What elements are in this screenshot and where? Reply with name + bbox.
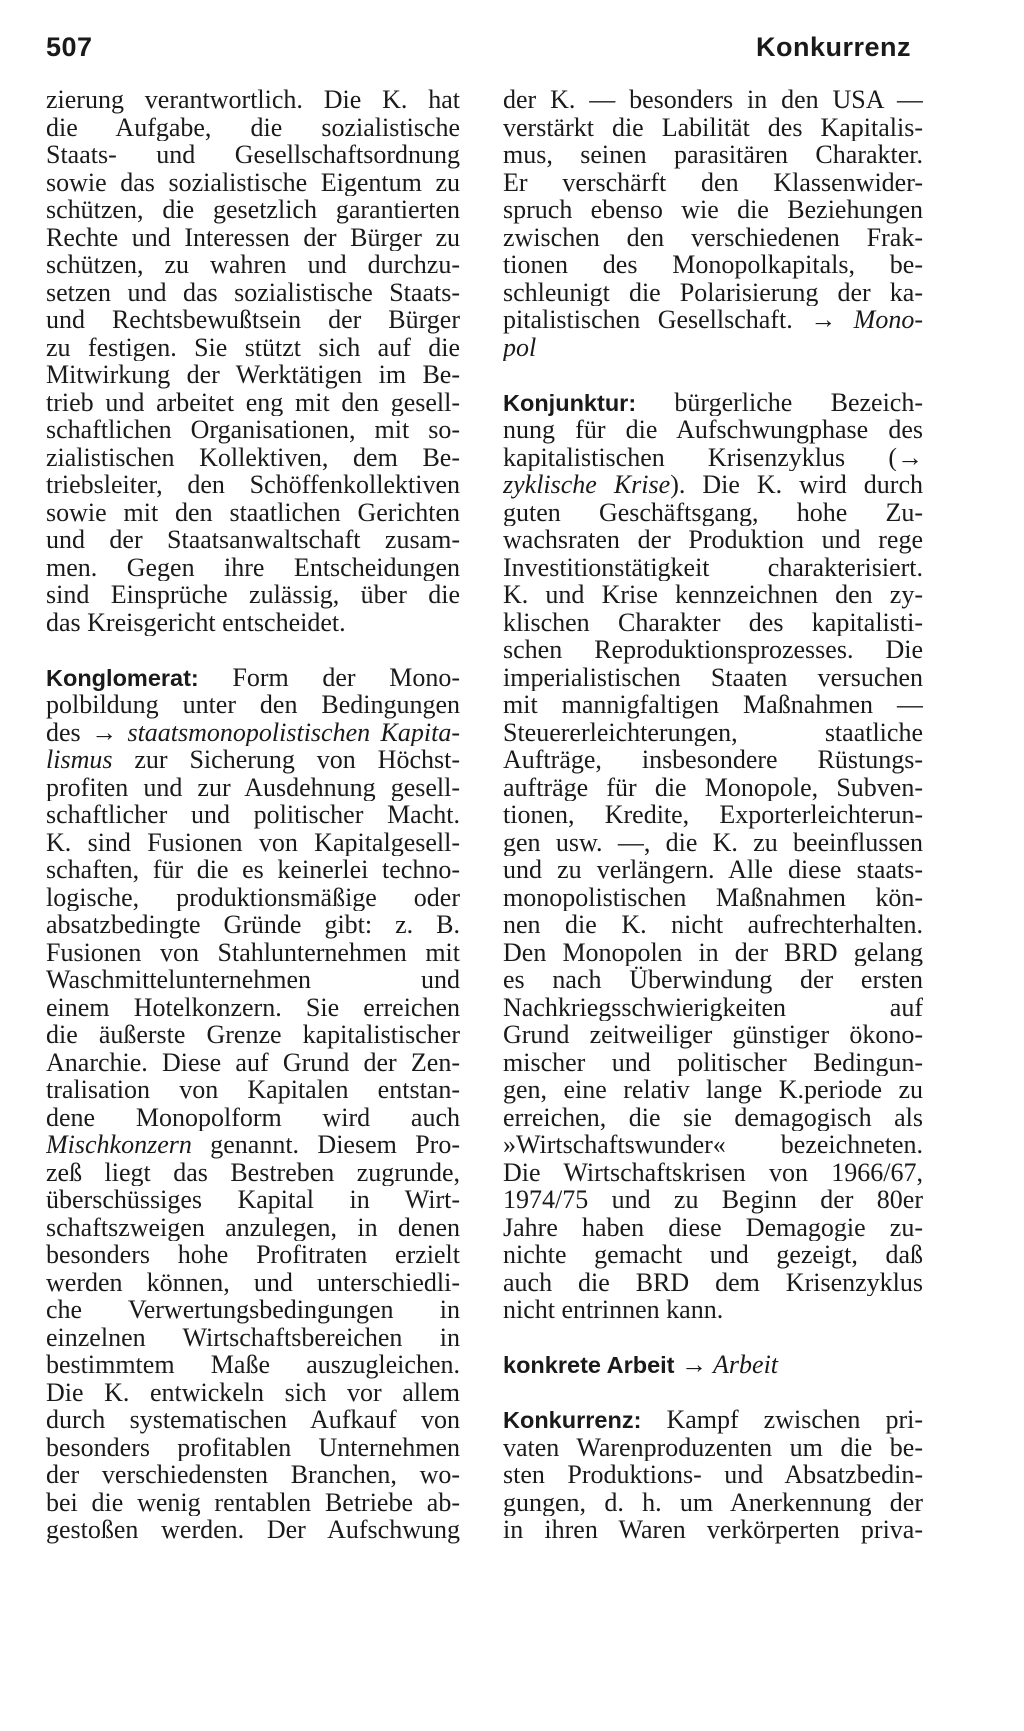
line-text: das Kreisgericht entscheidet. (46, 608, 346, 636)
line-text: trieb und arbeitet eng mit den gesell- (46, 388, 460, 416)
text-line (46, 1269, 460, 1297)
text-line (503, 86, 923, 114)
line-text: und zu verlängern. Alle diese staats- (503, 856, 923, 884)
line-text: absatzbedingte Gründe gibt: z. B. (46, 911, 460, 939)
text-line (503, 1021, 923, 1049)
text-line (46, 1021, 460, 1049)
text-line (503, 1489, 923, 1517)
text-line (46, 1351, 460, 1379)
line-text: zu festigen. Sie stützt sich auf die (46, 333, 460, 361)
text-line (46, 251, 460, 279)
line-text: des (46, 718, 92, 746)
text-line (46, 196, 460, 224)
line-text: polbildung unter den Bedingungen (46, 691, 460, 719)
line-text: der verschiedensten Branchen, wo- (46, 1461, 460, 1489)
text-line (46, 856, 460, 884)
text-line (46, 141, 460, 169)
line-text: Staats- und Gesellschaftsordnung (46, 141, 460, 169)
line-text: Aufträge, insbesondere Rüstungs- (503, 746, 923, 774)
line-text: Er verschärft den Klassenwider- (503, 168, 923, 196)
text-line (46, 169, 460, 197)
line-text: und der Staatsanwaltschaft zusam- (46, 526, 460, 554)
entry-heading-line (503, 1406, 923, 1434)
text-line (46, 1406, 460, 1434)
text-line (503, 1461, 923, 1489)
line-text: die äußerste Grenze kapitalistischer (46, 1021, 460, 1049)
line-text: logische, produktionsmäßige oder (46, 883, 460, 911)
text-line (503, 609, 923, 637)
text-line (503, 334, 923, 362)
text-line (503, 196, 923, 224)
text-line (503, 141, 923, 169)
text-line (46, 1049, 460, 1077)
text-line (46, 581, 460, 609)
page-number: 507 (46, 32, 93, 62)
line-text: Den Monopolen in der BRD gelang (503, 938, 923, 966)
text-line (46, 526, 460, 554)
line-text: Die K. entwickeln sich vor allem (46, 1378, 460, 1406)
text-line (46, 884, 460, 912)
line-text: schützen, die gesetzlich garantierten (46, 196, 460, 224)
text-line (46, 609, 460, 637)
line-text: profiten und zur Ausdehnung gesell- (46, 773, 460, 801)
text-line (46, 939, 460, 967)
line-text: ). Die K. wird durch (670, 471, 923, 499)
line-text: schaftszweigen anzulegen, in denen (46, 1213, 460, 1241)
text-line (503, 746, 923, 774)
text-line (46, 389, 460, 417)
text-line (46, 1214, 460, 1242)
line-text: schleunigt die Polarisierung der ka- (503, 278, 923, 306)
text-line (46, 499, 460, 527)
line-text: aufträge für die Monopole, Subven- (503, 773, 923, 801)
italic-text: lismus (46, 746, 113, 774)
line-text: imperialistischen Staaten versuchen (503, 663, 923, 691)
text-line (46, 224, 460, 252)
text-line (46, 554, 460, 582)
running-title: Konkurrenz (756, 32, 912, 62)
text-line (46, 416, 460, 444)
line-text: zierung verantwortlich. Die K. hat (46, 86, 460, 114)
text-line (46, 1186, 460, 1214)
text-line (46, 1461, 460, 1489)
text-line (503, 554, 923, 582)
line-text: gen usw. —, die K. zu beeinflussen (503, 828, 923, 856)
text-line (503, 251, 923, 279)
text-line (46, 1324, 460, 1352)
text-line (503, 1076, 923, 1104)
line-text: bei die wenig rentablen Betriebe ab- (46, 1488, 460, 1516)
line-text: gestoßen werden. Der Aufschwung (46, 1516, 460, 1544)
text-line (503, 829, 923, 857)
text-line (503, 471, 923, 499)
line-text: auch die BRD dem Krisenzyklus (503, 1268, 923, 1296)
text-line (503, 1296, 923, 1324)
line-text: triebsleiter, den Schöffenkollektiven (46, 471, 460, 499)
line-text: tionen, Kredite, Exporterleichterun- (503, 801, 923, 829)
line-text: schen Reproduktionsprozesses. Die (503, 636, 923, 664)
line-text: sten Produktions- und Absatzbedin- (503, 1461, 923, 1489)
text-line (46, 1159, 460, 1187)
text-line (503, 526, 923, 554)
line-text: bestimmtem Maße auszugleichen. (46, 1351, 460, 1379)
line-text: mit mannigfaltigen Maßnahmen — (503, 691, 923, 719)
text-line (46, 801, 460, 829)
text-line (503, 939, 923, 967)
line-text: und Rechtsbewußtsein der Bürger (46, 306, 460, 334)
text-line (503, 1241, 923, 1269)
entry-term: Konglomerat: (46, 664, 199, 691)
line-text: zur Sicherung von Höchst- (112, 746, 460, 774)
text-line (46, 1379, 460, 1407)
text-line (46, 774, 460, 802)
text-line (503, 884, 923, 912)
text-line (46, 719, 460, 747)
text-line (503, 1159, 923, 1187)
text-line (503, 911, 923, 939)
paragraph-gap (503, 1379, 923, 1407)
line-text: tralisation von Kapitalen entstan- (46, 1076, 460, 1104)
text-line (46, 911, 460, 939)
line-text: pitalistischen Gesellschaft. (503, 306, 811, 334)
line-text: in ihren Waren verkörperten priva- (503, 1516, 923, 1544)
line-text: nichte gemacht und gezeigt, daß (503, 1241, 923, 1269)
text-line (503, 1104, 923, 1132)
text-line (503, 416, 923, 444)
text-line (503, 719, 923, 747)
line-text: es nach Überwindung der ersten (503, 966, 923, 994)
line-text: »Wirtschaftswunder« bezeichneten. (503, 1131, 923, 1159)
line-text: K. sind Fusionen von Kapitalgesell- (46, 828, 460, 856)
text-line (503, 1434, 923, 1462)
italic-text: pol (503, 333, 537, 361)
line-text: zwischen den verschiedenen Frak- (503, 223, 923, 251)
line-text: nicht entrinnen kann. (503, 1296, 724, 1324)
text-line (46, 966, 460, 994)
text-line (46, 746, 460, 774)
paragraph-gap (503, 1324, 923, 1352)
line-text: guten Geschäftsgang, hohe Zu- (503, 498, 923, 526)
entry-term: konkrete Arbeit (503, 1352, 675, 1378)
line-text: Mitwirkung der Werktätigen im Be- (46, 361, 460, 389)
text-line (503, 169, 923, 197)
italic-text: → Mono- (810, 306, 923, 334)
text-line (503, 1269, 923, 1297)
line-text: schaftlichen Organisationen, mit so- (46, 416, 460, 444)
text-line (503, 966, 923, 994)
line-text: einzelnen Wirtschaftsbereichen in (46, 1323, 460, 1351)
line-text: einem Hotelkonzern. Sie erreichen (46, 993, 460, 1021)
text-line (46, 114, 460, 142)
text-line (46, 994, 460, 1022)
paragraph-gap (46, 636, 460, 664)
text-line (503, 499, 923, 527)
line-text: mus, seinen parasitären Charakter. (503, 141, 923, 169)
line-text: Rechte und Interessen der Bürger zu (46, 223, 460, 251)
text-line (46, 1241, 460, 1269)
text-line (503, 636, 923, 664)
line-text: durch systematischen Aufkauf von (46, 1406, 460, 1434)
line-text: sowie mit den staatlichen Gerichten (46, 498, 460, 526)
line-text: Die Wirtschaftskrisen von 1966/67, (503, 1158, 923, 1186)
entry-term: Konkurrenz: (503, 1407, 642, 1433)
text-line (46, 691, 460, 719)
line-text: sowie das sozialistische Eigentum zu (46, 168, 460, 196)
line-text: bürgerliche Bezeich- (636, 388, 923, 416)
line-text: schaftlicher und politischer Macht. (46, 801, 460, 829)
line-text: wachsraten der Produktion und rege (503, 526, 923, 554)
line-text: gen, eine relativ lange K.periode zu (503, 1076, 923, 1104)
text-line (503, 801, 923, 829)
text-line (503, 279, 923, 307)
line-text: monopolistischen Maßnahmen kön- (503, 883, 923, 911)
line-text: besonders profitablen Unternehmen (46, 1433, 460, 1461)
text-line (503, 114, 923, 142)
text-line (46, 306, 460, 334)
line-text: der K. — besonders in den USA — (503, 86, 923, 114)
text-line (46, 334, 460, 362)
text-line (503, 581, 923, 609)
line-text: dene Monopolform wird auch (46, 1103, 460, 1131)
text-line (503, 306, 923, 334)
line-text: zialistischen Kollektiven, dem Be- (46, 443, 460, 471)
line-text: werden können, und unterschiedli- (46, 1268, 460, 1296)
text-line (503, 1516, 923, 1544)
text-line (46, 1296, 460, 1324)
line-text: Steuererleichterungen, staatliche (503, 718, 923, 746)
line-text: tionen des Monopolkapitals, be- (503, 251, 923, 279)
line-text: Grund zeitweiliger günstiger ökono- (503, 1021, 923, 1049)
italic-text: zyklische Krise (503, 471, 671, 499)
entry-term: Konjunktur: (503, 389, 637, 416)
text-line (46, 361, 460, 389)
line-text: men. Gegen ihre Entscheidungen (46, 553, 460, 581)
line-text: nen die K. nicht aufrechterhalten. (503, 911, 923, 939)
italic-text: → staatsmonopolistischen Kapita- (91, 718, 460, 746)
text-line (46, 1434, 460, 1462)
text-line (46, 1076, 460, 1104)
paragraph-gap (503, 361, 923, 389)
line-text: Fusionen von Stahlunternehmen mit (46, 938, 460, 966)
line-text: verstärkt die Labilität des Kapitalis- (503, 113, 923, 141)
line-text: K. und Krise kennzeichnen den zy- (503, 581, 923, 609)
text-line (46, 1489, 460, 1517)
line-text: Anarchie. Diese auf Grund der Zen- (46, 1048, 460, 1076)
text-line (503, 1214, 923, 1242)
line-text: sind Einsprüche zulässig, über die (46, 581, 460, 609)
line-text: Nachkriegsschwierigkeiten auf (503, 993, 923, 1021)
line-text: 1974/75 und zu Beginn der 80er (503, 1186, 923, 1214)
entry-heading-line (46, 664, 460, 692)
line-text: Investitionstätigkeit charakterisiert. (503, 553, 923, 581)
line-text: setzen und das sozialistische Staats- (46, 278, 460, 306)
italic-text: Mischkonzern (46, 1131, 192, 1159)
line-text: zeß liegt das Bestreben zugrunde, (46, 1158, 460, 1186)
text-line (46, 829, 460, 857)
entry-heading-line (503, 389, 923, 417)
text-line (46, 279, 460, 307)
text-line (46, 1516, 460, 1544)
line-text: Waschmittelunternehmen und (46, 966, 460, 994)
text-line (503, 1186, 923, 1214)
text-line (46, 1104, 460, 1132)
text-line (503, 444, 923, 472)
text-line (46, 471, 460, 499)
line-text: erreichen, die sie demagogisch als (503, 1103, 923, 1131)
line-text: gungen, d. h. um Anerkennung der (503, 1488, 923, 1516)
line-text: kapitalistischen Krisenzyklus (→ (503, 443, 923, 471)
line-text: klischen Charakter des kapitalisti- (503, 608, 923, 636)
text-line (46, 86, 460, 114)
line-text: Jahre haben diese Demagogie zu- (503, 1213, 923, 1241)
text-line (503, 994, 923, 1022)
line-text: vaten Warenproduzenten um die be- (503, 1433, 923, 1461)
text-line (503, 1131, 923, 1159)
line-text: Kampf zwischen pri- (641, 1406, 923, 1434)
line-text: überschüssiges Kapital in Wirt- (46, 1186, 460, 1214)
text-line (46, 444, 460, 472)
text-line (503, 774, 923, 802)
line-text: mischer und politischer Bedingun- (503, 1048, 923, 1076)
text-line (503, 691, 923, 719)
right-column (503, 86, 923, 1544)
text-line (503, 1049, 923, 1077)
italic-text: → Arbeit (681, 1351, 779, 1379)
line-text: schaften, für die es keinerlei techno- (46, 856, 460, 884)
text-line (503, 224, 923, 252)
text-line (503, 664, 923, 692)
line-text: die Aufgabe, die sozialistische (46, 113, 460, 141)
text-line (46, 1131, 460, 1159)
line-text: spruch ebenso wie die Beziehungen (503, 196, 923, 224)
line-text: che Verwertungsbedingungen in (46, 1296, 460, 1324)
line-text: genannt. Diesem Pro- (191, 1131, 460, 1159)
text-line (503, 856, 923, 884)
line-text: schützen, zu wahren und durchzu- (46, 251, 460, 279)
left-column (46, 86, 460, 1544)
line-text: besonders hohe Profitraten erzielt (46, 1241, 460, 1269)
line-text: nung für die Aufschwungphase des (503, 416, 923, 444)
line-text: Form der Mono- (198, 663, 460, 691)
entry-heading-line (503, 1351, 923, 1379)
